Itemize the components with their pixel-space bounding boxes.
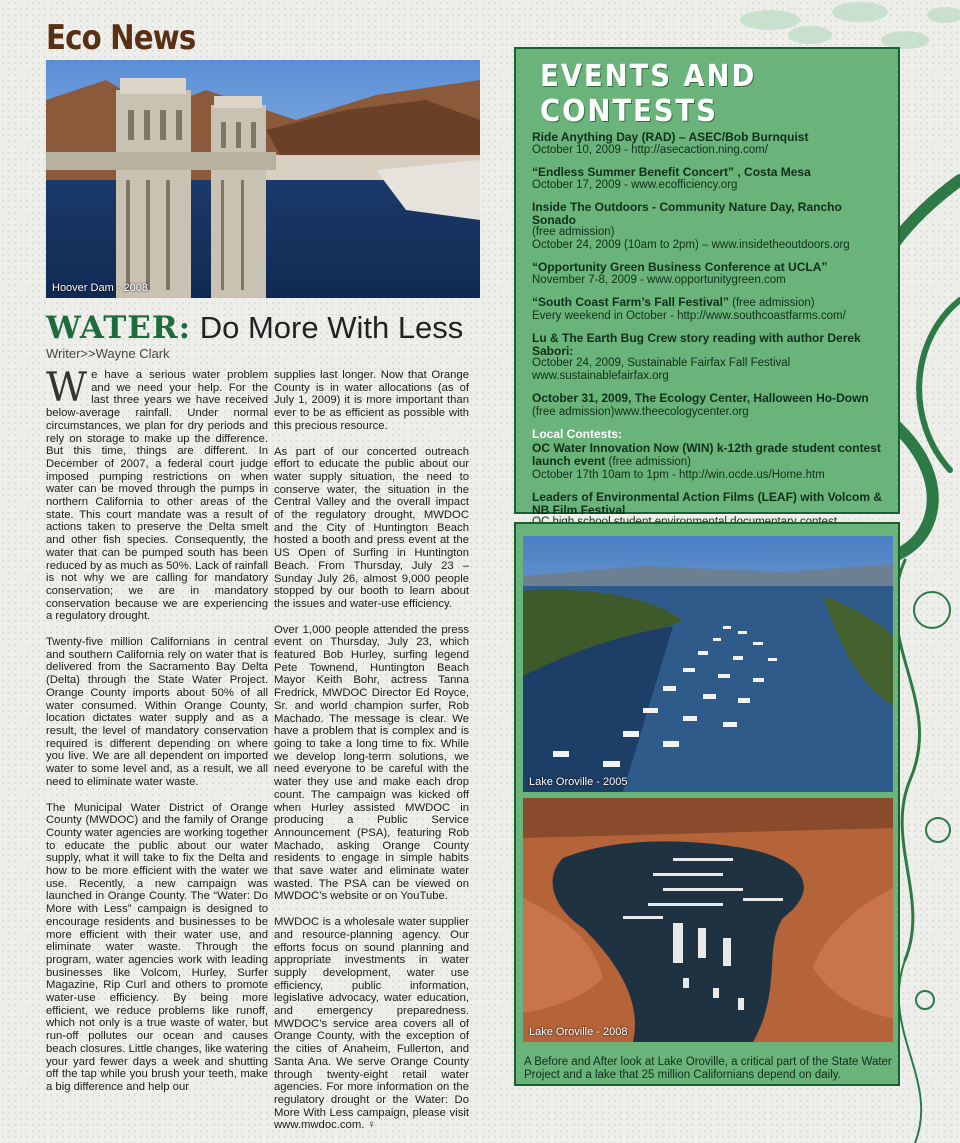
masthead-title: Eco News bbox=[46, 18, 196, 58]
events-title: EVENTS AND CONTESTS bbox=[540, 59, 757, 129]
contest-item: Leaders of Environmental Action Films (LEAF) with Volcom & NB Film Festival bbox=[532, 490, 883, 517]
photos-caption: A Before and After look at Lake Oroville, a critical part of the State Water Project and a lake that 25 million Californians depend on daily. bbox=[524, 1056, 892, 1081]
event-link[interactable]: November 7-8, 2009 - www.opportunitygreen.com bbox=[532, 273, 786, 286]
article-column-1 bbox=[46, 365, 268, 1105]
photo-caption: Lake Oroville - 2005 bbox=[529, 776, 628, 788]
paragraph: As part of our concerted outreach effort to educate the public about our water supply situation, the need to conserve water, the situation in the Central Valley and the overall impact of the regulatory drought, MWDOC and the City of Huntington Beach hosted a booth and press event at the US Open of Surfing in Huntington Beach. From Thursday, July 23 – Sunday July 26, almost 9,000 people stopped by our booth to learn about the issues and water-use efficiency. bbox=[274, 445, 469, 610]
event-link[interactable]: Every weekend in October - http://www.southcoastfarms.com/ bbox=[532, 309, 846, 322]
event-link[interactable]: (free admission)www.theecologycenter.org bbox=[532, 405, 749, 418]
event-link[interactable]: October 24, 2009 (10am to 2pm) – www.insidetheoutdoors.org bbox=[532, 238, 850, 251]
event-item: “Opportunity Green Business Conference at UCLA” November 7-8, 2009 - www.opportunitygreen.com bbox=[532, 261, 884, 286]
headline-rest: Do More With Less bbox=[199, 310, 464, 345]
event-link[interactable]: October 10, 2009 - http://asecaction.ning.com/ bbox=[532, 143, 768, 156]
byline: Writer>>Wayne Clark bbox=[46, 346, 170, 361]
event-item: Inside The Outdoors - Community Nature Day, Rancho Sonado (free admission) October 24, 2009 (10am to 2pm) – www.insidetheoutdoors.org bbox=[532, 201, 884, 251]
drop-cap: W bbox=[46, 365, 88, 411]
event-item: “Endless Summer Benefit Concert” , Costa Mesa October 17, 2009 - www.ecofficiency.org bbox=[532, 166, 884, 191]
lake-oroville-2005-photo bbox=[523, 536, 893, 792]
headline-keyword: WATER: bbox=[46, 310, 192, 346]
article-headline bbox=[46, 310, 463, 346]
article-column-2 bbox=[274, 369, 469, 1132]
paragraph: Twenty-five million Californians in central and southern California rely on water that is delivered from the Sacramento Bay Delta (Delta) through the State Water Project. Orange County imports about 50% of all water consumed. Within Orange County, location dictates water supply and as a result, the level of mandatory conservation required is different depending on where you live. We are all dependent on imported water to some level and, as a result, we all need to eliminate water waste. bbox=[46, 636, 268, 788]
contest-item: OC Water Innovation Now (WIN) k-12th grade student contest launch event (free admission) October 17th 10am to 1pm - http://win.ocde.us/Home.htm bbox=[532, 442, 884, 482]
paragraph: MWDOC is a wholesale water supplier and resource-planning agency. Our efforts focus on sound planning and appropriate investments in water supply development, water use efficiency, public information, legislative advocacy, water education, and emergency preparedness. MWDOC’s service area covers all of Orange County, with the exception of the cities of Anaheim, Fullerton, and Santa Ana. We serve Orange County through twenty-eight retail water agencies. For more information on the regulatory drought or the Water: Do More With Less campaign, please visit www.mwdoc.com. ♀ bbox=[274, 916, 469, 1132]
paragraph: Over 1,000 people attended the press event on Thursday, July 23, which featured Bob Hurley, surfing legend Pete Townend, Huntington Beach Mayor Keith Bohr, actress Tanna Fredrick, MWDOC Director Ed Royce, Sr. and world champion surfer, Rob Machado. The message is clear. We have a problem that is complex and is going to take a long time to fix. While we develop long-term solutions, we need everyone to be careful with the water they use and make each drop count. The campaign was kicked off when Hurley assisted MWDOC in producing a Public Service Announcement (PSA), featuring Rob Machado, asking Orange County residents to engage in simple habits that save water and eliminate water wasted. The PSA can be viewed on MWDOC’s website or on YouTube. bbox=[274, 623, 469, 903]
event-item: Ride Anything Day (RAD) – ASEC/Bob Burnquist October 10, 2009 - http://asecaction.ning.com/ bbox=[532, 131, 884, 156]
lake-oroville-2008-photo bbox=[523, 798, 893, 1042]
local-contests-heading: Local Contests: bbox=[532, 427, 623, 441]
event-link[interactable]: www.sustainablefairfax.org bbox=[532, 369, 669, 382]
paragraph: The Municipal Water District of Orange County (MWDOC) and the family of Orange County water agencies are working together to educate the public about our water supply, what it will take to fix the Delta and how to be more efficient with the water we use. Recently, a new campaign was launched in Orange County. The “Water: Do More with Less” campaign is designed to encourage residents and businesses to be more efficient with their water use, and eliminate water waste. Through the program, water agencies work with leading businesses like Volcom, Hurley, Surfer Magazine, Rip Curl and others to promote water-use efficiency. By being more efficient, we reduce problems like runoff, which not only is a true waste of water, but run-off pollutes our ocean and causes beach closures. Little changes, like watering your yard fewer days a week and shutting off the tap while you brush your teeth, make a big difference and help our bbox=[46, 801, 268, 1093]
event-link[interactable]: October 17th 10am to 1pm - http://win.ocde.us/Home.htm bbox=[532, 468, 825, 481]
event-link[interactable]: October 17, 2009 - www.ecofficiency.org bbox=[532, 178, 738, 191]
paragraph: We have a serious water problem and we need your help. For the last three years we have received below-average rainfall. Under normal circumstances, we plan for dry periods and rely on storage to make up the difference. But this time, things are different. In December of 2007, a federal court judge imposed pumping restrictions on when water can be moved through the pumps in northern California to other areas of the state. This court mandate was a result of actions taken to preserve the Delta smelt and other fish species. Consequently, the water that can be pumped south has been reduced by as much as 50%. Lack of rainfall is not why we are calling for mandatory conservation; we are in mandatory conservation because we are experiencing a regulatory drought. bbox=[46, 365, 268, 623]
photo-caption: Hoover Dam - 2008 bbox=[52, 282, 148, 294]
hoover-dam-photo bbox=[46, 60, 480, 298]
event-item: October 31, 2009, The Ecology Center, Halloween Ho-Down (free admission)www.theecologycenter.org bbox=[532, 391, 869, 418]
event-item: “South Coast Farm’s Fall Festival” (free admission) Every weekend in October - http://www.southcoastfarms.com/ bbox=[532, 296, 884, 322]
events-panel bbox=[514, 47, 900, 517]
lake-oroville-photos-panel bbox=[514, 522, 900, 1086]
event-item: Lu & The Earth Bug Crew story reading with author Derek Sabori: October 24, 2009, Sustainable Fairfax Fall Festival www.sustainablefairfax.org bbox=[532, 332, 884, 382]
paragraph: supplies last longer. Now that Orange County is in water allocations (as of July 1, 2009) it is more important than ever to be as efficient as possible with this precious resource. bbox=[274, 369, 469, 432]
photo-caption: Lake Oroville - 2008 bbox=[529, 1026, 628, 1038]
